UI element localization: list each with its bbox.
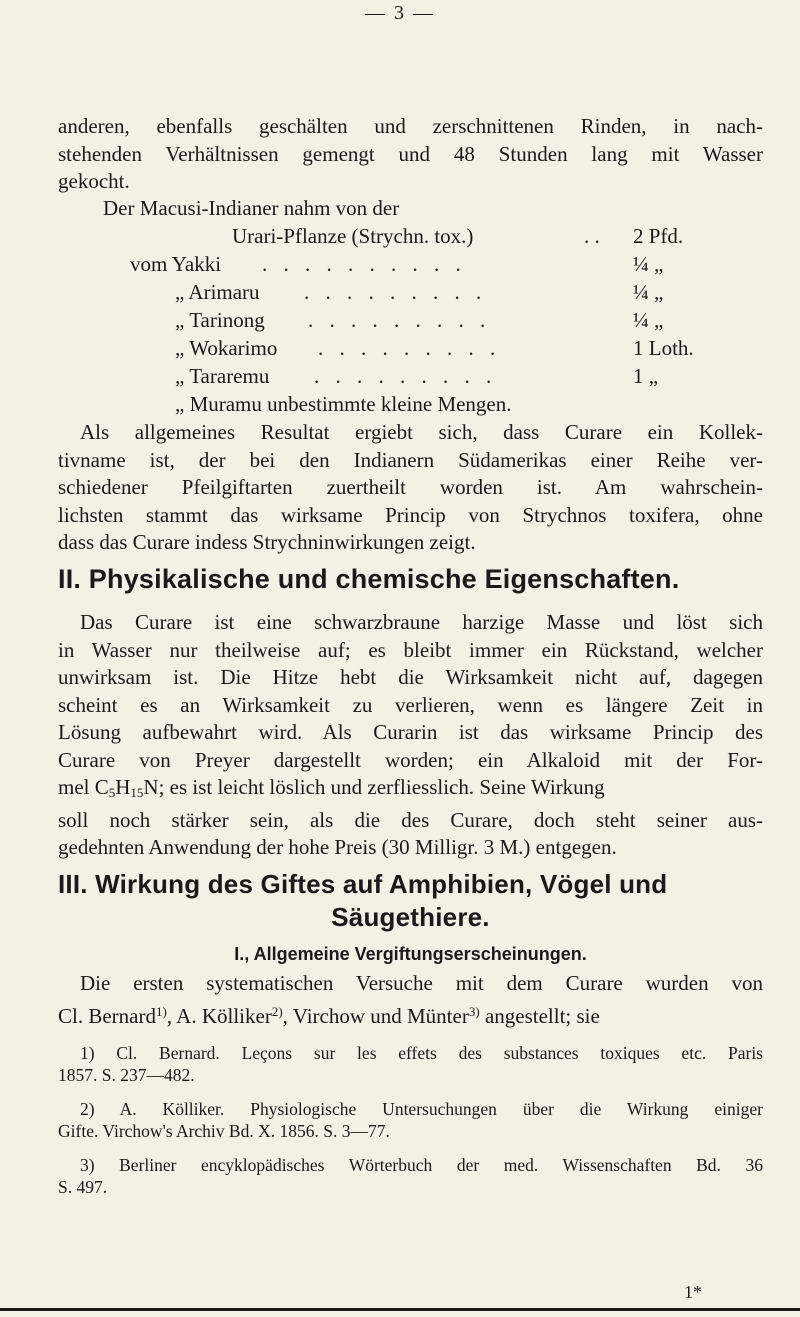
- recipe-amount: ¼ „: [633, 252, 664, 276]
- recipe-plant-label: Urari-Pflanze (Strychn. tox.): [232, 224, 474, 248]
- text-fragment: , Virchow und Münter: [282, 1003, 469, 1028]
- recipe-label: vom Yakki: [130, 252, 222, 276]
- text-line: [58, 774, 763, 807]
- text-line: gekocht.: [58, 169, 130, 193]
- formula-subscript: 15: [130, 785, 144, 800]
- recipe-amount: 1 „: [633, 364, 659, 388]
- signature-mark: 1*: [684, 1282, 702, 1302]
- paragraph: [58, 419, 763, 557]
- text-line: Curare von Preyer dargestellt worden; ein Alkaloid mit der For-: [58, 747, 763, 772]
- recipe-dots: . .: [584, 224, 600, 248]
- text-line: scheint es an Wirksamkeit zu verlieren, wenn es längere Zeit in: [58, 692, 763, 717]
- subsection-heading: I., Allgemeine Vergiftungserscheinungen.: [234, 944, 587, 964]
- footnote-line: 2) A. Kölliker. Physiologische Untersuchungen über die Wirkung einiger: [80, 1099, 763, 1119]
- bottom-rule: [0, 1308, 800, 1311]
- text-line: gedehnten Anwendung der hohe Preis (30 Milligr. 3 M.) entgegen.: [58, 835, 617, 859]
- recipe-label: „ Tararemu: [175, 364, 270, 388]
- recipe-dots: . . . . . . . . .: [308, 308, 491, 332]
- recipe-label: „ Muramu unbestimmte kleine Mengen.: [175, 392, 512, 416]
- text-line: unwirksam ist. Die Hitze hebt die Wirksamkeit nicht auf, dagegen: [58, 665, 763, 689]
- recipe-dots: . . . . . . . . .: [314, 364, 497, 388]
- recipe-intro-1: Der Macusi-Indianer nahm von der: [103, 196, 400, 220]
- text-line: Das Curare ist eine schwarzbraune harzige Masse und löst sich: [80, 610, 763, 634]
- page-number: — 3 —: [365, 2, 435, 24]
- section-heading-cont: Säugethiere.: [331, 902, 490, 932]
- intro-paragraph: [58, 113, 763, 196]
- text-line: dass das Curare indess Strychninwirkungen zeigt.: [58, 530, 476, 554]
- text-line: anderen, ebenfalls geschälten und zerschnittenen Rinden, in nach-: [58, 114, 763, 138]
- recipe-dots: . . . . . . . . .: [304, 280, 487, 304]
- recipe-dots: . . . . . . . . . .: [262, 252, 467, 276]
- footnote-line: S. 497.: [58, 1177, 108, 1197]
- recipe-amount: 2 Pfd.: [633, 224, 684, 248]
- formula-prefix: mel C: [58, 775, 109, 799]
- text-line: Die ersten systematischen Versuche mit dem Curare wurden von: [80, 971, 763, 995]
- footnote-line: 1857. S. 237—482.: [58, 1065, 195, 1085]
- text-fragment: Cl. Bernard: [58, 1003, 156, 1028]
- recipe-amount: ¼ „: [633, 280, 664, 304]
- text-line: in Wasser nur theilweise auf; es bleibt immer ein Rückstand, welcher: [58, 637, 763, 662]
- recipe-amount: ¼ „: [633, 308, 664, 332]
- recipe-intro-2: [232, 224, 473, 251]
- footnote-ref: 1): [155, 1003, 167, 1019]
- text-line: tivname ist, der bei den Indianern Südamerikas einer Reihe ver-: [58, 447, 763, 472]
- section-heading: III. Wirkung des Giftes auf Amphibien, Vögel und: [58, 869, 668, 899]
- formula-element: H: [115, 775, 131, 799]
- footnote-line: 3) Berliner encyklopädisches Wörterbuch der med. Wissenschaften Bd. 36: [80, 1155, 763, 1175]
- section-heading: II. Physikalische und chemische Eigenschaften.: [58, 564, 680, 594]
- recipe-amount: 1 Loth.: [633, 336, 694, 360]
- text-line: Als allgemeines Resultat ergiebt sich, dass Curare ein Kollek-: [80, 420, 763, 444]
- text-line: Lösung aufbewahrt wird. Als Curarin ist das wirksame Princip des: [58, 720, 763, 744]
- footnote-ref: 2): [271, 1003, 283, 1019]
- recipe-label: „ Tarinong: [175, 308, 265, 332]
- recipe-label: „ Wokarimo: [175, 336, 278, 360]
- text-line: lichsten stammt das wirksame Princip von Strychnos toxifera, ohne: [58, 502, 763, 527]
- footnote-line: Gifte. Virchow's Archiv Bd. X. 1856. S. 3—77.: [58, 1121, 390, 1141]
- formula-suffix: N; es ist leicht löslich und zerfliesslich. Seine Wirkung: [143, 775, 605, 799]
- text-fragment: , A. Kölliker: [166, 1003, 272, 1028]
- text-line: soll noch stärker sein, als die des Curare, doch steht seiner aus-: [58, 807, 763, 832]
- text-fragment: angestellt; sie: [479, 1003, 600, 1028]
- paragraph: [58, 970, 763, 1030]
- text-line: [58, 998, 763, 1031]
- paragraph: [58, 609, 763, 862]
- text-line: schiedener Pfeilgiftarten zuertheilt worden ist. Am wahrschein-: [58, 475, 763, 499]
- footnote-line: 1) Cl. Bernard. Leçons sur les effets des substances toxiques etc. Paris: [80, 1043, 763, 1063]
- footnote-ref: 3): [468, 1003, 480, 1019]
- text-line: stehenden Verhältnissen gemengt und 48 Stunden lang mit Wasser: [58, 141, 763, 166]
- recipe-dots: . . . . . . . . .: [318, 336, 501, 360]
- recipe-label: „ Arimaru: [175, 280, 260, 304]
- formula-subscript: 5: [108, 785, 116, 800]
- footnotes: [58, 1042, 763, 1198]
